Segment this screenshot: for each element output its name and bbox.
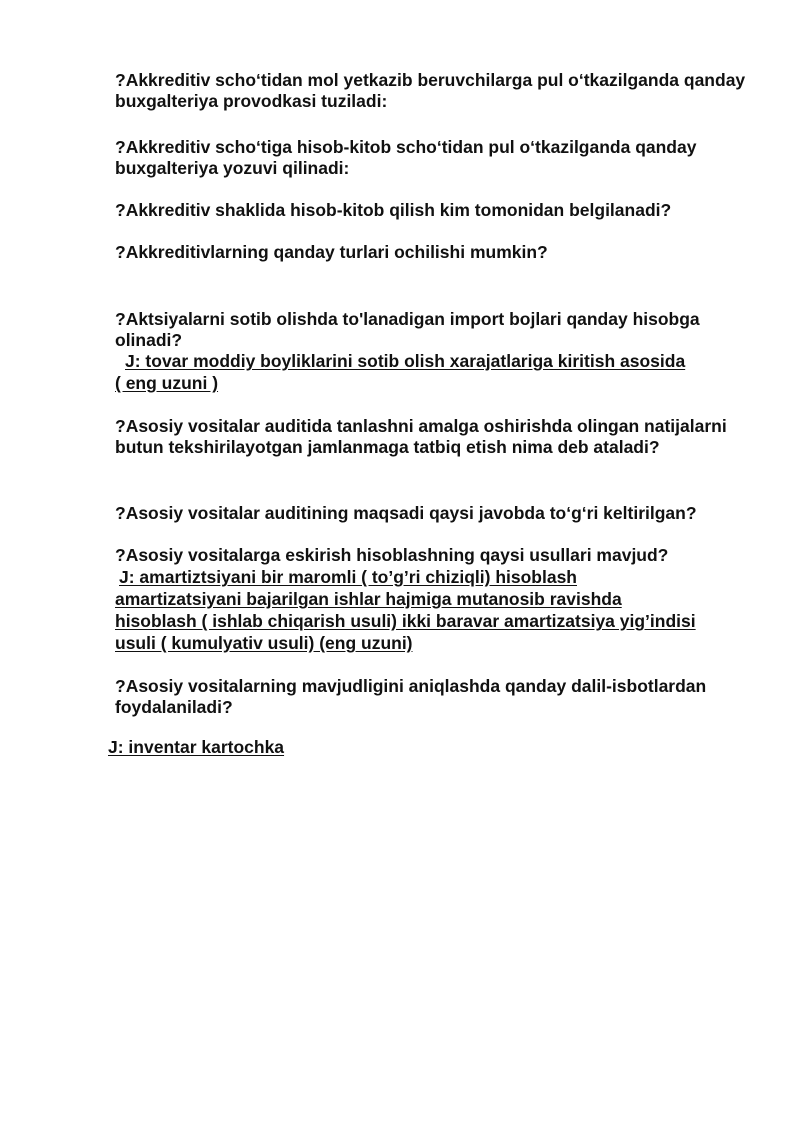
answer-9-line-1: J: inventar kartochka	[108, 737, 285, 757]
question-7: ?Asosiy vositalar auditining maqsadi qaysi javobda to‘g‘ri keltirilgan?	[115, 503, 697, 523]
question-4: ?Akkreditivlarning qanday turlari ochilishi mumkin?	[115, 242, 548, 262]
question-9: ?Asosiy vositalarning mavjudligini aniqlashda qanday dalil-isbotlardan foydalaniladi?	[115, 676, 707, 717]
answer-5-line-1: J: tovar moddiy boyliklarini sotib olish xarajatlariga kiritish asosida	[125, 351, 686, 371]
question-1: ?Akkreditiv scho‘tidan mol yetkazib beruvchilarga pul o‘tkazilganda qanday buxgalteriya provodkasi tuziladi:	[115, 70, 746, 111]
question-2: ?Akkreditiv scho‘tiga hisob-kitob scho‘tidan pul o‘tkazilganda qanday buxgalteriya yozuvi qilinadi:	[115, 137, 697, 178]
answer-5-line-2: ( eng uzuni )	[115, 373, 219, 393]
question-3: ?Akkreditiv shaklida hisob-kitob qilish kim tomonidan belgilanadi?	[115, 200, 672, 220]
answer-8-line-1: J: amartiztsiyani bir maromli ( to’g’ri chiziqli) hisoblash	[119, 567, 577, 587]
answer-8-line-3: hisoblash ( ishlab chiqarish usuli) ikki baravar amartizatsiya yig’indisi	[115, 611, 696, 631]
answer-8-line-2: amartizatsiyani bajarilgan ishlar hajmiga mutanosib ravishda	[115, 589, 622, 609]
question-8: ?Asosiy vositalarga eskirish hisoblashning qaysi usullari mavjud?	[115, 545, 669, 565]
answer-8-line-4: usuli ( kumulyativ usuli) (eng uzuni)	[115, 633, 413, 653]
question-6: ?Asosiy vositalar auditida tanlashni amalga oshirishda olingan natijalarni butun tekshirilayotgan jamlanmaga tatbiq etish nima deb ataladi?	[115, 416, 727, 457]
question-5: ?Aktsiyalarni sotib olishda to'lanadigan import bojlari qanday hisobga olinadi?	[115, 309, 700, 350]
